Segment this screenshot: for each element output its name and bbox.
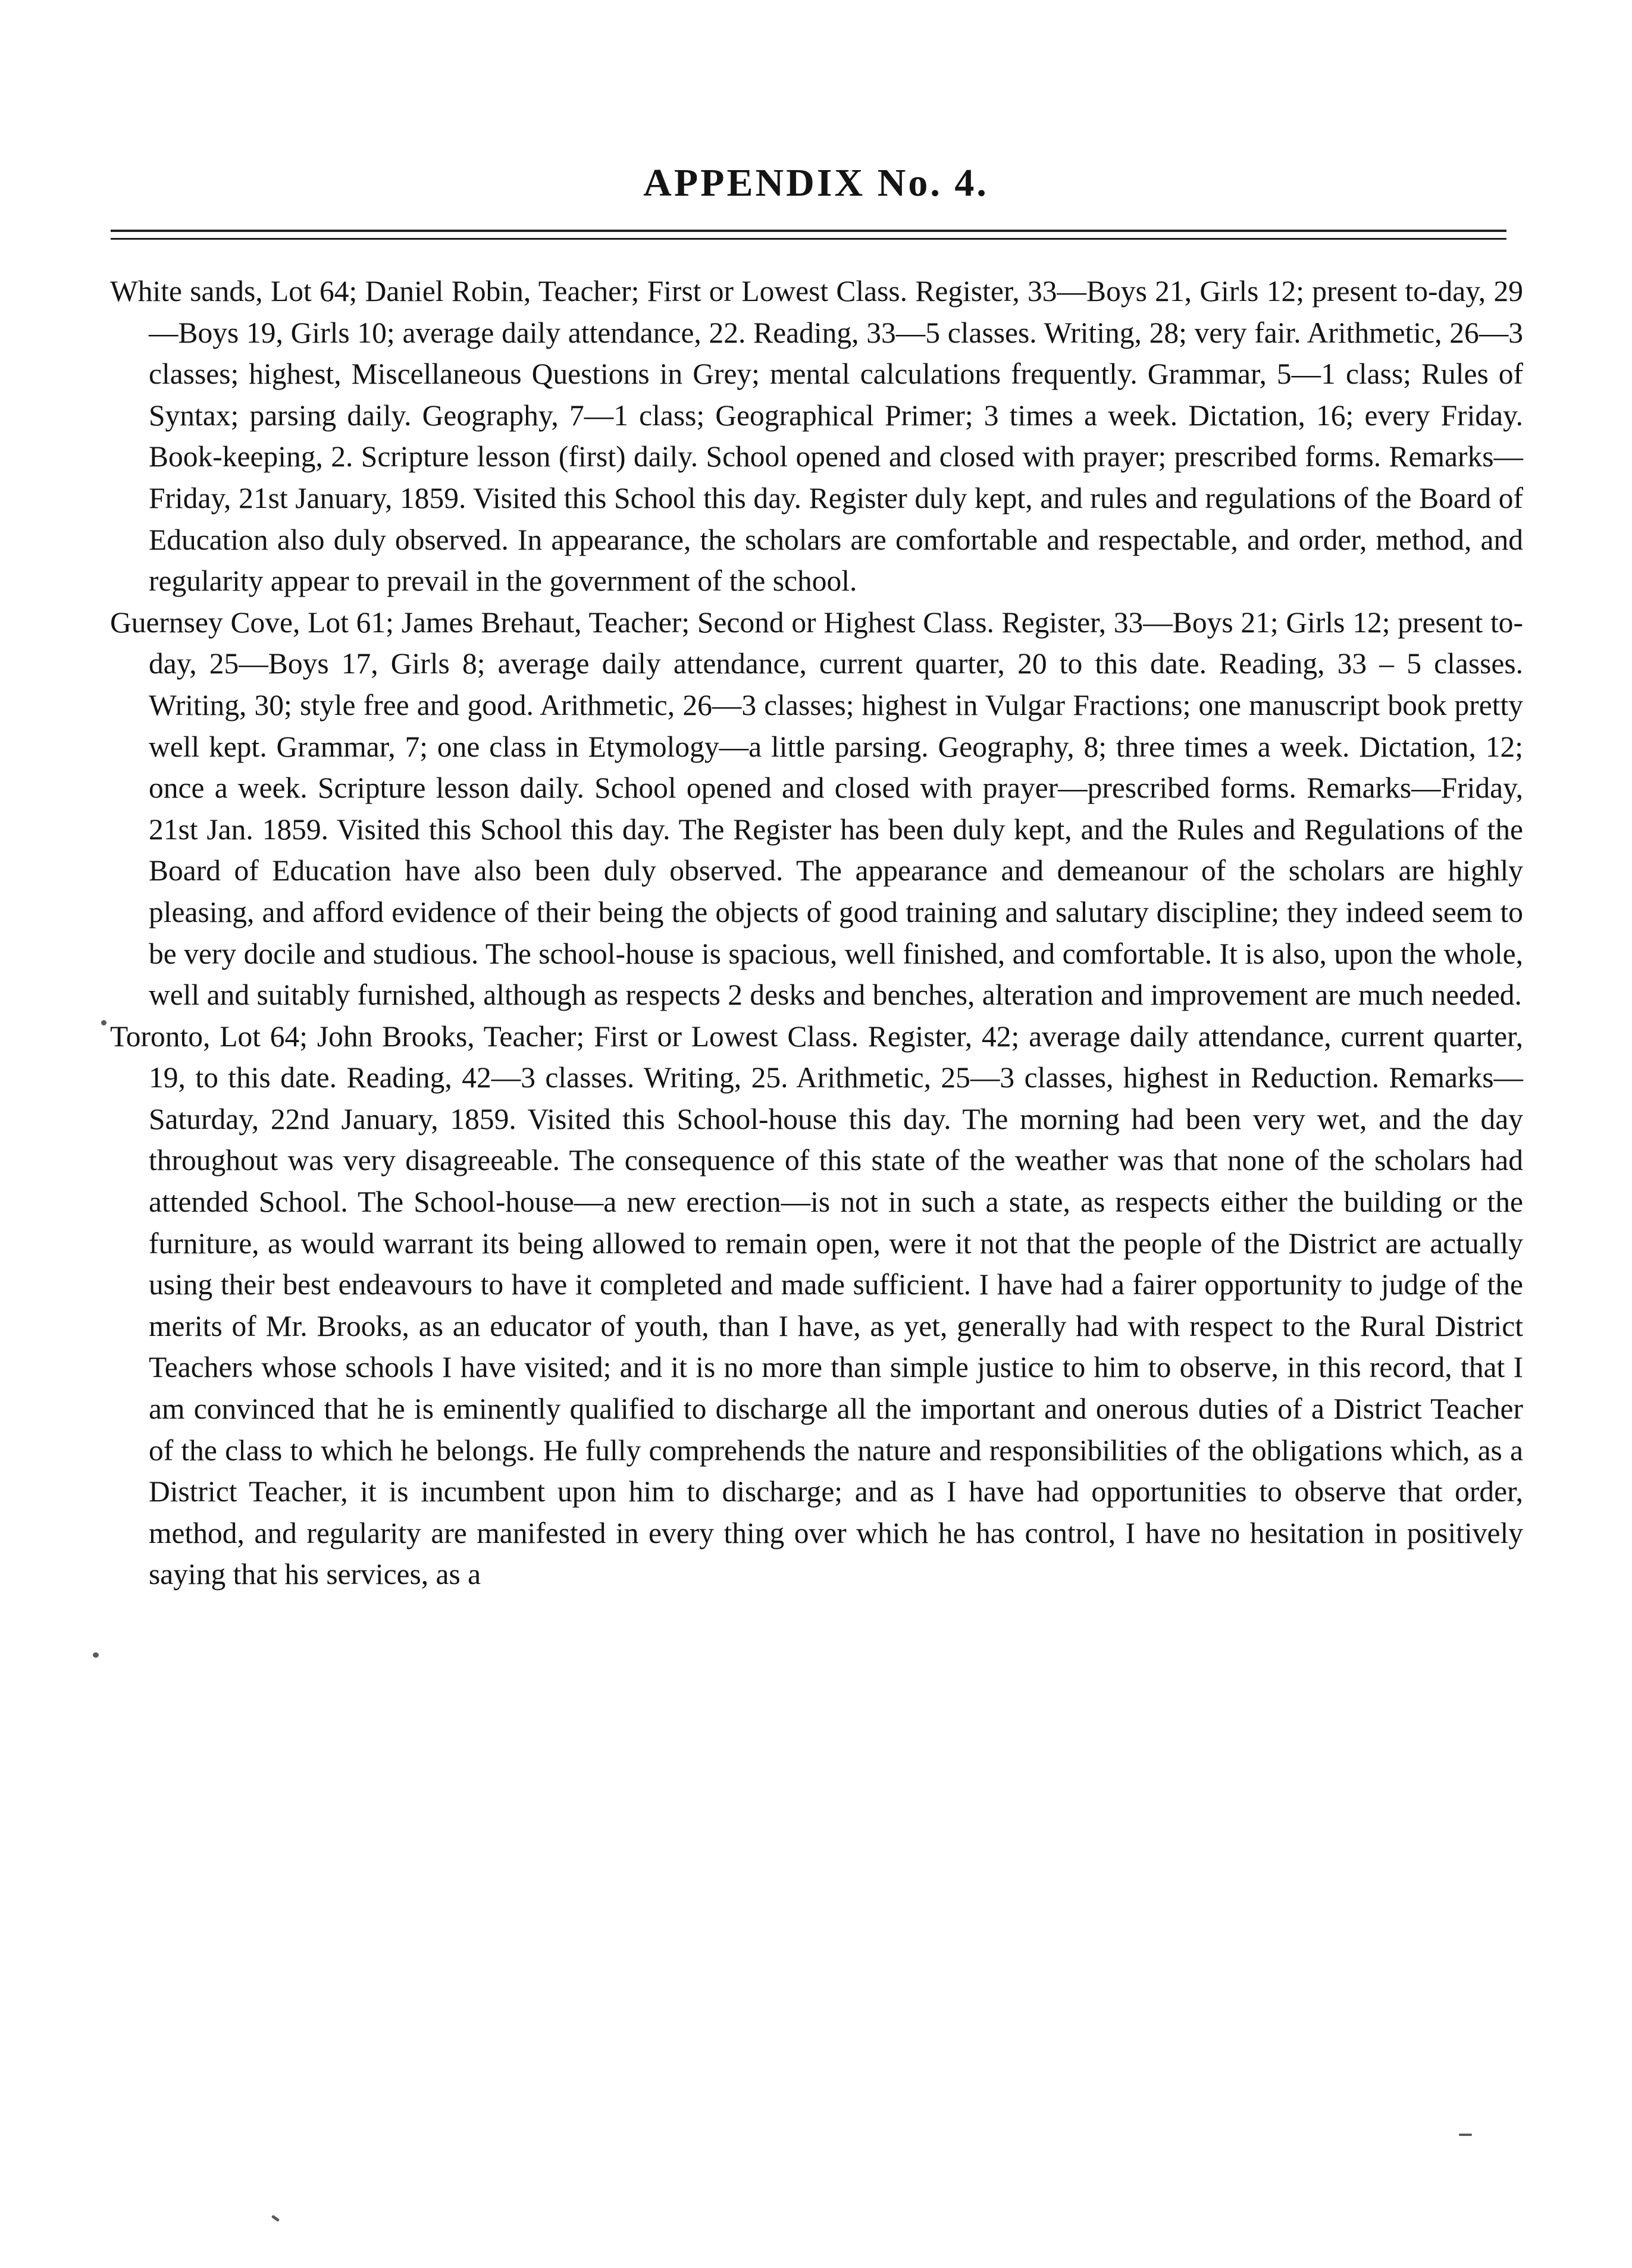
school-entry-guernsey-cove: Guernsey Cove, Lot 61; James Brehaut, Teacher; Second or Highest Class. Register, 33—Boys 21; Girls 12; present to-day, 25—Boys 17, Girls 8; average daily attendance, current quarter, 20 to this date. Reading, 33 – 5 classes. Writing, 30; style free and good. Arithmetic, 26—3 classes; highest in Vulgar Fractions; one manuscript book pretty well kept. Grammar, 7; one class in Etymology—a little parsing. Geography, 8; three times a week. Dictation, 12; once a week. Scripture lesson daily. School opened and closed with prayer—prescribed forms. Remarks—Friday, 21st Jan. 1859. Visited this School this day. The Register has been duly kept, and the Rules and Regulations of the Board of Education have also been duly observed. The appearance and demeanour of the scholars are highly pleasing, and afford evidence of their being the objects of good training and salutary discipline; they indeed seem to be very docile and studious. The school-house is spacious, well finished, and comfortable. It is also, upon the whole, well and suitably furnished, although as respects 2 desks and benches, alteration and improvement are much needed. [110,606,1523,1012]
school-entry-white-sands: White sands, Lot 64; Daniel Robin, Teacher; First or Lowest Class. Register, 33—Boys 21, Girls 12; present to-day, 29—Boys 19, Girls 10; average daily attendance, 22. Reading, 33—5 classes. Writing, 28; very fair. Arithmetic, 26—3 classes; highest, Miscellaneous Questions in Grey; mental calculations frequently. Grammar, 5—1 class; Rules of Syntax; parsing daily. Geography, 7—1 class; Geographical Primer; 3 times a week. Dictation, 16; every Friday. Book-keeping, 2. Scripture lesson (first) daily. School opened and closed with prayer; prescribed forms. Remarks—Friday, 21st January, 1859. Visited this School this day. Register duly kept, and rules and regulations of the Board of Education also duly observed. In appearance, the scholars are comfortable and respectable, and order, method, and regularity appear to prevail in the government of the school. [110,275,1523,598]
page-title: APPENDIX No. 4. [643,161,989,205]
ink-speck [271,2214,280,2222]
header-rule-bottom [111,238,1506,240]
school-entry-toronto: Toronto, Lot 64; John Brooks, Teacher; First or Lowest Class. Register, 42; average daily attendance, current quarter, 19, to this date. Reading, 42—3 classes. Writing, 25. Arithmetic, 25—3 classes, highest in Reduction. Remarks—Saturday, 22nd January, 1859. Visited this School-house this day. The morning had been very wet, and the day throughout was very disagreeable. The consequence of this state of the weather was that none of the scholars had attended School. The School-house—a new erection—is not in such a state, as respects either the building or the furniture, as would warrant its being allowed to remain open, were it not that the people of the District are actually using their best endeavours to have it completed and made sufficient. I have had a fairer opportunity to judge of the merits of Mr. Brooks, as an educator of youth, than I have, as yet, generally had with respect to the Rural District Teachers whose schools I have visited; and it is no more than simple justice to him to observe, in this record, that I am convinced that he is eminently qualified to discharge all the important and onerous duties of a District Teacher of the class to which he belongs. He fully comprehends the nature and responsibilities of the obligations which, as a District Teacher, it is incumbent upon him to discharge; and as I have had opportunities to observe that order, method, and regularity are manifested in every thing over which he has control, I have no hesitation in positively saying that his services, as a [110,1019,1523,1591]
header-rule-top [111,230,1506,232]
ink-speck [93,1652,99,1658]
ink-speck [1459,2134,1472,2136]
ink-speck [101,1020,106,1025]
appendix-body [110,271,1523,1595]
